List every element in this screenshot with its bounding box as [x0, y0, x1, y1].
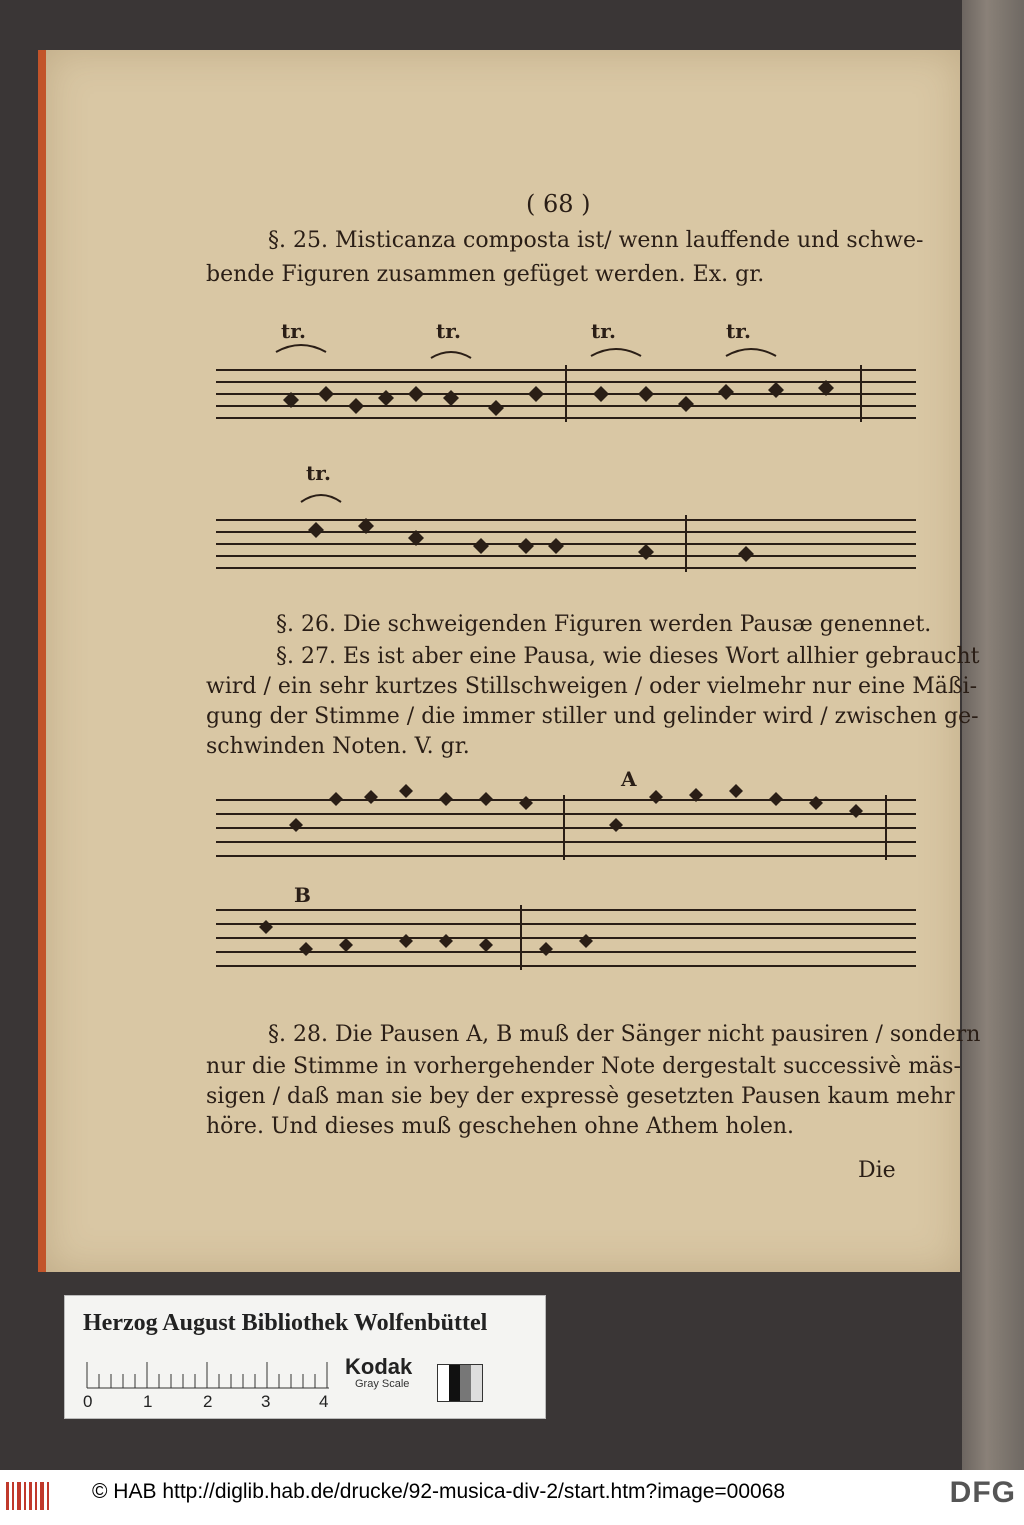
pause-marker-a: A [621, 767, 637, 791]
gray-patches [437, 1364, 483, 1402]
library-label-card [64, 1295, 546, 1419]
dfg-logo: DFG [949, 1476, 1016, 1509]
trill-mark: tr. [306, 461, 331, 485]
paragraph-27-line-4: schwinden Noten. V. gr. [206, 734, 470, 759]
trill-mark: tr. [281, 319, 306, 343]
paragraph-27-line-3: gung der Stimme / die immer stiller und gelinder wird / zwischen ge- [206, 704, 979, 729]
paragraph-28-line-1: §. 28. Die Pausen A, B muß der Sänger nicht pausiren / sondern [268, 1022, 981, 1047]
paragraph-27-line-1: §. 27. Es ist aber eine Pausa, wie dieses Wort allhier gebraucht [276, 644, 980, 669]
catchword: Die [858, 1158, 896, 1183]
paragraph-28-line-4: höre. Und dieses muß geschehen ohne Athem holen. [206, 1114, 795, 1139]
gray-scale-label: Gray Scale [355, 1378, 410, 1390]
scale-number: 0 [83, 1392, 93, 1411]
paragraph-27-line-2: wird / ein sehr kurtzes Stillschweigen / oder vielmehr nur eine Mäßi- [206, 674, 978, 699]
adjacent-page-edge [962, 0, 1024, 1470]
library-name: Herzog August Bibliothek Wolfenbüttel [83, 1310, 488, 1336]
music-example-1 [206, 310, 926, 610]
scale-number: 2 [203, 1392, 213, 1411]
paragraph-25-line-2: bende Figuren zusammen gefüget werden. Ex. gr. [206, 262, 765, 287]
barcode-icon [6, 1478, 50, 1514]
trill-mark: tr. [436, 319, 461, 343]
copyright-link[interactable]: © HAB http://diglib.hab.de/drucke/92-musica-div-2/start.htm?image=00068 [92, 1480, 786, 1503]
kodak-logo: Kodak [345, 1354, 413, 1379]
footer-bar [0, 1470, 1024, 1525]
ruler-scale [83, 1354, 333, 1390]
scale-number: 4 [319, 1392, 329, 1411]
paragraph-25-line-1: §. 25. Misticanza composta ist/ wenn lauffende und schwe- [268, 228, 924, 253]
paragraph-28-line-2: nur die Stimme in vorhergehender Note dergestalt successivè mäs- [206, 1054, 961, 1079]
scale-number: 1 [143, 1392, 153, 1411]
scale-number: 3 [261, 1392, 271, 1411]
page-number: ( 68 ) [526, 190, 591, 218]
trill-mark: tr. [726, 319, 751, 343]
pause-marker-b: B [294, 883, 311, 907]
trill-mark: tr. [591, 319, 616, 343]
music-example-2 [206, 762, 926, 1012]
paragraph-28-line-3: sigen / daß man sie bey der expressè gesetzten Pausen kaum mehr [206, 1084, 955, 1109]
book-page [38, 50, 981, 1272]
paragraph-26: §. 26. Die schweigenden Figuren werden Pausæ genennet. [276, 612, 932, 637]
